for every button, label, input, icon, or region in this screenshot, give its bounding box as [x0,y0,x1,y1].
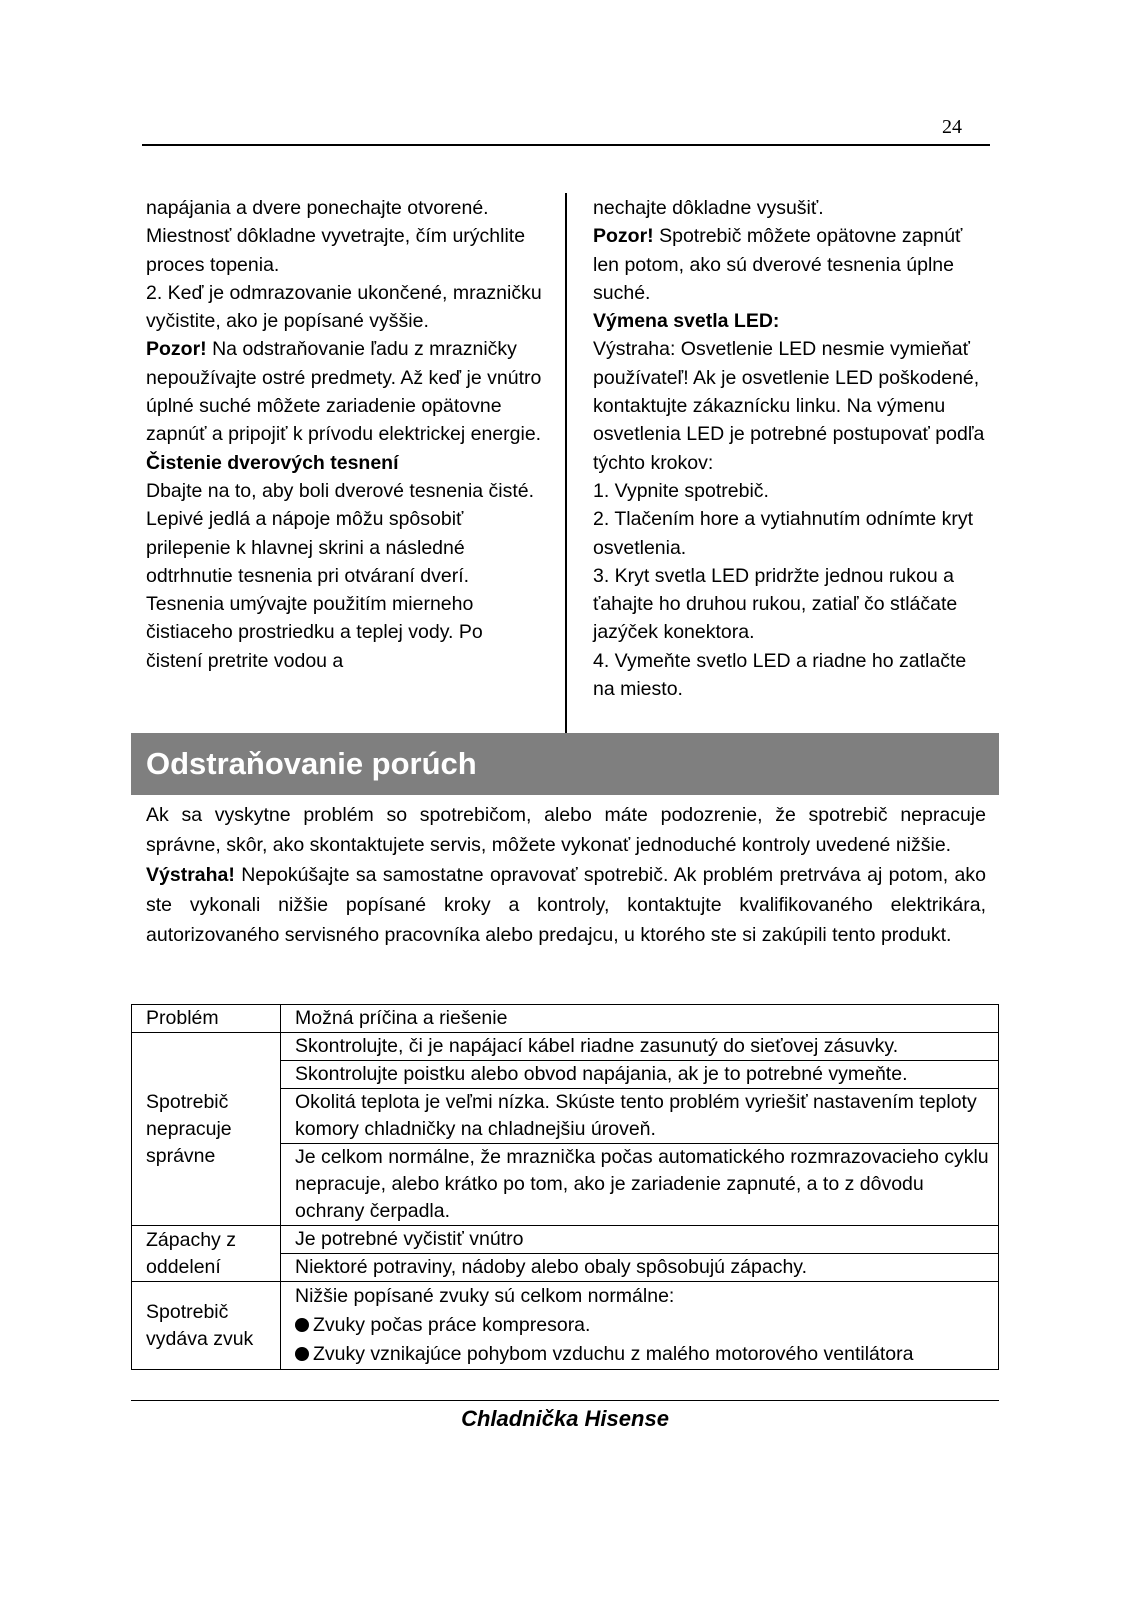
solution-cell: Niektoré potraviny, nádoby alebo obaly spôsobujú zápachy. [281,1254,999,1282]
step-3: 3. Kryt svetla LED pridržte jednou rukou a ťahajte ho druhou rukou, zatiaľ čo stláčate jazýček konektora. [593,564,958,644]
caution-text: Na odstraňovanie ľadu z mrazničky nepoužívajte ostré predmety. Až keď je vnútro úplné suché môžete zariadenie opätovne zapnúť a pripojiť k prívodu elektrickej energie. [146,338,542,446]
solution-cell: Je potrebné vyčistiť vnútro [281,1226,999,1254]
table-row [132,1226,999,1254]
warning-label: Výstraha! [146,864,235,886]
bullet-icon [295,1318,309,1332]
header-solution: Možná príčina a riešenie [281,1005,999,1033]
intro-text [146,800,986,950]
left-paragraph-3 [146,335,542,448]
right-paragraph-2 [593,222,993,307]
solution-cell: Skontrolujte poistku alebo obvod napájania, ak je to potrebné vymeňte. [281,1061,999,1089]
list-item: Zvuky vznikajúce pohybom vzduchu z malého motorového ventilátora [295,1340,998,1369]
problem-cell: Spotrebič nepracuje správne [132,1033,281,1226]
header-problem: Problém [132,1005,281,1033]
bullet-icon [295,1347,309,1361]
page-number: 24 [942,116,962,138]
solution-cell: Okolitá teplota je veľmi nízka. Skúste tento problém vyriešiť nastavením teploty komory chladničky na chladnejšiu úroveň. [281,1089,999,1144]
table-header-row [132,1005,999,1033]
step-4: 4. Vymeňte svetlo LED a riadne ho zatlačte na miesto. [593,649,967,701]
problem-cell: Zápachy z oddelení [132,1226,281,1282]
gasket-cleaning-heading: Čistenie dverových tesnení [146,451,399,474]
caution-label: Pozor! [593,225,654,248]
section-banner [131,733,999,795]
solution-cell: Je celkom normálne, že mraznička počas automatického rozmrazovacieho cyklu nepracuje, alebo krátko po tom, ako je zariadenie zapnuté, a to z dôvodu ochrany čerpadla. [281,1144,999,1226]
noise-intro: Nižšie popísané zvuky sú celkom normálne: [295,1285,675,1307]
left-paragraph-2: 2. Keď je odmrazovanie ukončené, mrazničku vyčistite, ako je popísané vyššie. [146,281,542,333]
table-row [132,1033,999,1061]
caution-text: Spotrebič môžete opätovne zapnúť len potom, ako sú dverové tesnenia úplne suché. [593,225,963,304]
footer-title: Chladnička Hisense [461,1406,669,1431]
intro-paragraph: Ak sa vyskytne problém so spotrebičom, alebo máte podozrenie, že spotrebič nepracuje správne, skôr, ako skontaktujete servis, môžete vykonať jednoduché kontroly uvedené nižšie. [146,804,986,856]
left-column [146,194,542,675]
solution-cell: Skontrolujte, či je napájací kábel riadne zasunutý do sieťovej zásuvky. [281,1033,999,1061]
right-paragraph-1: nechajte dôkladne vysušiť. [593,197,824,219]
left-paragraph-4: Dbajte na to, aby boli dverové tesnenia čisté. Lepivé jedlá a nápoje môžu spôsobiť prilepenie k hlavnej skrini a následné odtrhnutie tesnenia pri otváraní dverí. Tesnenia umývajte použitím mierneho čistiaceho prostriedku a teplej vody. Po čistení pretrite vodou a [146,479,535,672]
column-divider [565,193,567,733]
table-row [132,1282,999,1370]
solution-cell [281,1282,999,1370]
right-paragraph-3: Výstraha: Osvetlenie LED nesmie vymieňať používateľ! Ak je osvetlenie LED poškodené, kontaktujte zákaznícku linku. Na výmenu osvetlenia LED je potrebné postupovať podľa týchto krokov: [593,338,985,474]
left-paragraph-1: napájania a dvere ponechajte otvorené. Miestnosť dôkladne vyvetrajte, čím urýchlite proces topenia. [146,197,526,276]
header-rule [142,144,990,146]
right-column [593,194,993,703]
step-1: 1. Vypnite spotrebič. [593,479,769,502]
section-title: Odstraňovanie porúch [146,746,477,781]
troubleshooting-table [131,1004,999,1370]
warning-text: Nepokúšajte sa samostatne opravovať spotrebič. Ak problém pretrváva aj potom, ako ste vykonali nižšie popísané kroky a kontroly, kontaktujte kvalifikovaného elektrikára, autorizovaného servisného pracovníka alebo predajcu, u ktorého ste si zakúpili tento produkt. [146,864,986,946]
problem-cell: Spotrebič vydáva zvuk [132,1282,281,1370]
footer-rule [131,1400,999,1401]
step-2: 2. Tlačením hore a vytiahnutím odnímte kryt osvetlenia. [593,508,974,559]
list-item: Zvuky počas práce kompresora. [295,1311,998,1340]
warning-paragraph [146,860,986,950]
led-replacement-heading: Výmena svetla LED: [593,310,780,333]
caution-label: Pozor! [146,338,207,361]
